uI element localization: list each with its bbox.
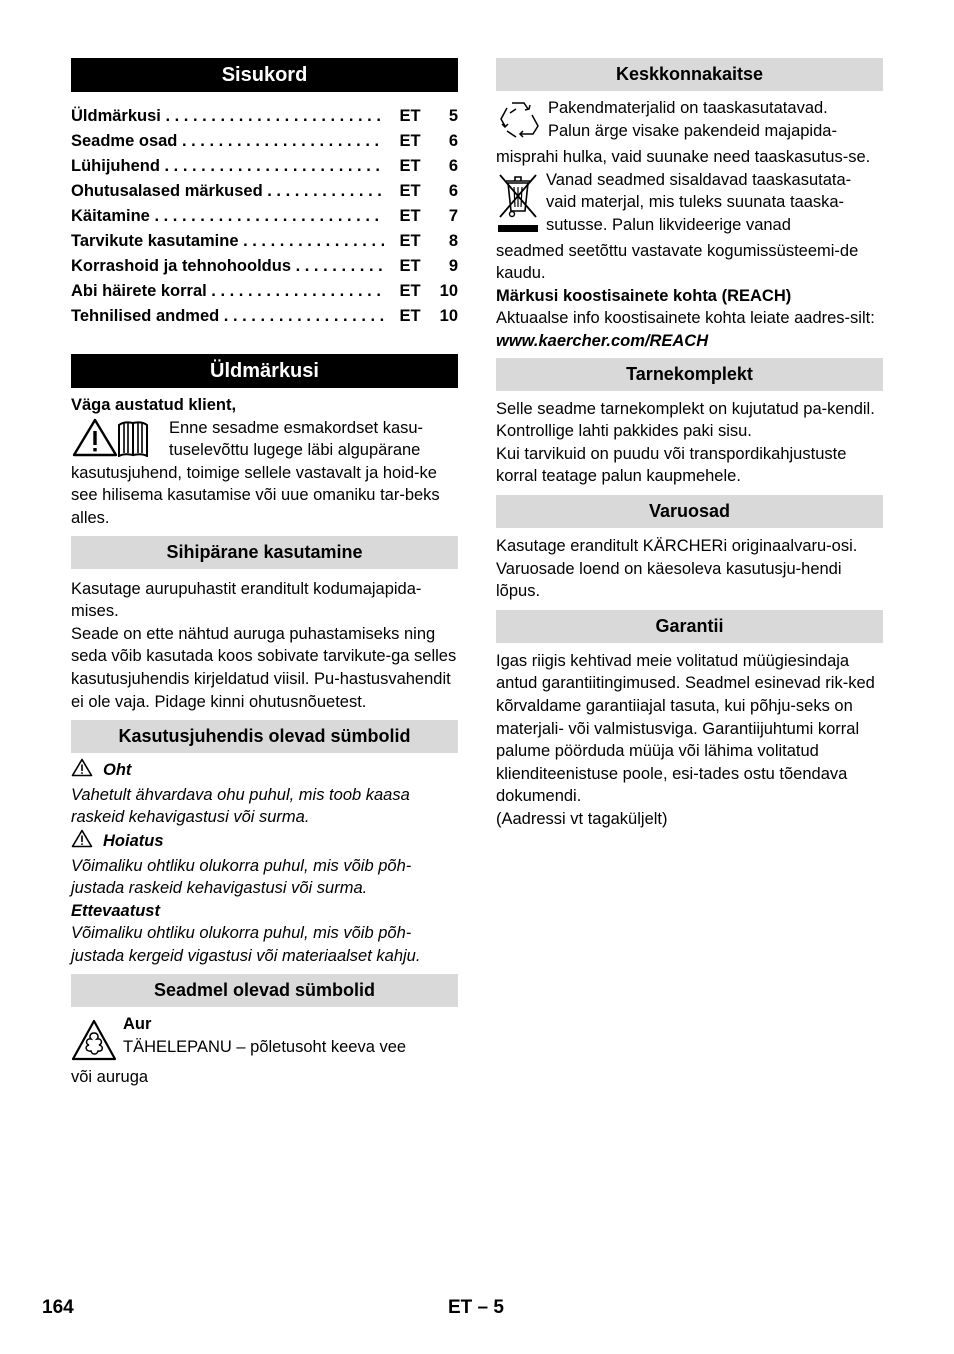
left-column xyxy=(71,58,458,1089)
intended-use-para2: Seade on ette nähtud auruga puhastamiseks ning seda võib kasutada koos sobivate tarvikute-ga selles kasutusjuhendis kirjeldatud viisil. Pu-hastusvahendit ei ole vaja. Pidage kinni ohutusnõuetest. xyxy=(71,624,457,711)
warranty-para2: (Aadressi vt tagaküljelt) xyxy=(496,809,668,828)
section-heading-scope: Tarnekomplekt xyxy=(496,358,883,391)
toc-entry[interactable] xyxy=(71,279,458,304)
danger-label-row xyxy=(71,758,458,784)
weee-line3: sutusse. Palun likvideerige vanad xyxy=(546,215,791,234)
general-line2: tuselevõttu lugege läbi algupärane xyxy=(169,441,421,460)
general-line1: Enne sesadme esmakordset kasu- xyxy=(169,418,424,437)
toc-entry-lang: ET xyxy=(399,132,421,150)
recycling-icon xyxy=(496,97,542,146)
section-heading-spare-parts: Varuosad xyxy=(496,495,883,528)
caution-text: Võimaliku ohtliku olukorra puhul, mis võib põh-justada kergeid vigastusi või materiaalset kahju. xyxy=(71,924,421,965)
toc-entry-title: Seadme osad . . . xyxy=(71,129,384,154)
toc-entry-page: 9 xyxy=(448,257,458,275)
toc-entry[interactable] xyxy=(71,254,458,279)
weee-line1: Vanad seadmed sisaldavad taaskasutata- xyxy=(546,170,852,189)
section-heading-manual-symbols: Kasutusjuhendis olevad sümbolid xyxy=(71,720,458,753)
warning-label: Hoiatus xyxy=(103,831,164,850)
reach-url[interactable]: www.kaercher.com/REACH xyxy=(496,331,709,350)
toc-entry-title: Tehnilised andmed . . . xyxy=(71,304,384,329)
toc-entry[interactable] xyxy=(71,229,458,254)
toc-entry-title: Korrashoid ja tehnohooldus . . . xyxy=(71,254,384,279)
warning-triangle-icon xyxy=(71,758,93,784)
toc-entry-page: 5 xyxy=(448,107,458,125)
greeting: Väga austatud klient, xyxy=(71,396,237,414)
toc-entry-page: 10 xyxy=(439,282,458,300)
toc-entry-title: Käitamine . . . xyxy=(71,204,384,229)
toc-entry-title: Ohutusalased märkused . . . xyxy=(71,179,384,204)
toc-entry-lang: ET xyxy=(399,257,421,275)
danger-text: Vahetult ähvardava ohu puhul, mis toob kaasa raskeid kehavigastusi või surma. xyxy=(71,785,410,827)
weee-note xyxy=(496,169,883,285)
toc-entry-page: 8 xyxy=(448,232,458,250)
toc-entry-page: 6 xyxy=(448,132,458,150)
toc-entry[interactable] xyxy=(71,304,458,329)
section-heading-device-symbols: Seadmel olevad sümbolid xyxy=(71,974,458,1007)
packaging-note xyxy=(496,97,883,169)
scope-para1: Selle seadme tarnekomplekt on kujutatud pa-kendil. Kontrollige lahti pakkides paki sisu. xyxy=(496,399,875,441)
weee-line2: vaid materjal, mis tuleks suunata taaska- xyxy=(546,193,845,212)
toc-heading: Sisukord xyxy=(71,58,458,92)
crossed-out-bin-icon xyxy=(496,171,540,240)
warning-label-row xyxy=(71,829,458,855)
toc-entry-lang: ET xyxy=(399,207,421,225)
toc-entry-page: 6 xyxy=(448,182,458,200)
toc-entry[interactable] xyxy=(71,204,458,229)
toc-entry[interactable] xyxy=(71,154,458,179)
steam-line1: TÄHELEPANU – põletusoht keeva vee xyxy=(123,1038,407,1057)
hot-steam-warning-icon xyxy=(71,1019,117,1066)
toc-entry-lang: ET xyxy=(399,282,421,300)
warranty-para1: Igas riigis kehtivad meie volitatud müügiesindaja antud garantiitingimused. Seadmel esinevad rik-ked kõrvaldame garantiiajal tasuta, kui põhju-seks on materjali- või valmistusviga. Garantiijuhtumi korral palume pöörduda müüja või lähima volitatud klienditeenistuse poole, esi-tades ostu tõendava dokumendi. xyxy=(496,651,875,806)
device-symbols-body xyxy=(71,1013,458,1089)
section-heading-warranty: Garantii xyxy=(496,610,883,643)
footer-section: ET – 5 xyxy=(448,1297,504,1318)
packaging-text: misprahi hulka, vaid suunake need taaskasutus-se. xyxy=(496,148,871,166)
toc-entry[interactable] xyxy=(71,129,458,154)
page-number: 164 xyxy=(42,1297,74,1318)
toc-entry-page: 6 xyxy=(448,157,458,175)
toc-entry-title: Tarvikute kasutamine . . . xyxy=(71,229,384,254)
section-heading-general: Üldmärkusi xyxy=(71,354,458,388)
toc-entry-page: 10 xyxy=(439,307,458,325)
warning-text: Võimaliku ohtliku olukorra puhul, mis võib põh-justada raskeid kehavigastusi või surma. xyxy=(71,856,412,898)
toc-entry-lang: ET xyxy=(399,182,421,200)
general-intro xyxy=(71,417,458,530)
intended-use-para1: Kasutage aurupuhastit eranditult kodumajapida-mises. xyxy=(71,579,422,621)
manual-symbols-body xyxy=(71,758,458,967)
toc-entry-lang: ET xyxy=(399,232,421,250)
steam-label: Aur xyxy=(123,1015,152,1034)
scope-para2: Kui tarvikuid on puudu või transpordikahjustuste korral teatage palun kaupmehele. xyxy=(496,444,847,486)
warning-triangle-icon xyxy=(71,829,93,855)
toc-entry-lang: ET xyxy=(399,157,421,175)
toc-entry-title: Lühijuhend . . . xyxy=(71,154,384,179)
packaging-line1: Pakendmaterjalid on taaskasutatavad. xyxy=(548,99,828,117)
section-heading-intended-use: Sihipärane kasutamine xyxy=(71,536,458,569)
section-heading-environment: Keskkonnakaitse xyxy=(496,58,883,91)
toc-entry-lang: ET xyxy=(399,107,421,125)
general-text: kasutusjuhend, toimige sellele vastavalt ja hoid-ke see hilisema kasutamise või uue omaniku tar-beks alles. xyxy=(71,463,440,527)
toc-entry-page: 7 xyxy=(448,207,458,225)
table-of-contents xyxy=(71,104,458,329)
danger-label: Oht xyxy=(103,761,132,780)
caution-label: Ettevaatust xyxy=(71,901,160,920)
spare-parts-text: Kasutage eranditult KÄRCHERi originaalvaru-osi. Varuosade loend on käesoleva kasutusju-hendi lõpus. xyxy=(496,536,858,601)
toc-entry-lang: ET xyxy=(399,307,421,325)
reach-heading: Märkusi koostisainete kohta (REACH) xyxy=(496,286,792,305)
weee-text: seadmed seetõttu vastavate kogumissüsteemi-de kaudu. xyxy=(496,241,859,283)
toc-entry[interactable] xyxy=(71,179,458,204)
warning-manual-icon xyxy=(71,417,163,462)
packaging-line2: Palun ärge visake pakendeid majapida- xyxy=(548,121,837,140)
toc-entry-title: Üldmärkusi . . . xyxy=(71,104,384,129)
reach-text: Aktuaalse info koostisainete kohta leiate aadres-silt: xyxy=(496,309,875,328)
toc-entry-title: Abi häirete korral . . . xyxy=(71,279,384,304)
toc-entry[interactable] xyxy=(71,104,458,129)
right-column xyxy=(496,58,883,830)
steam-line2: või auruga xyxy=(71,1068,149,1087)
